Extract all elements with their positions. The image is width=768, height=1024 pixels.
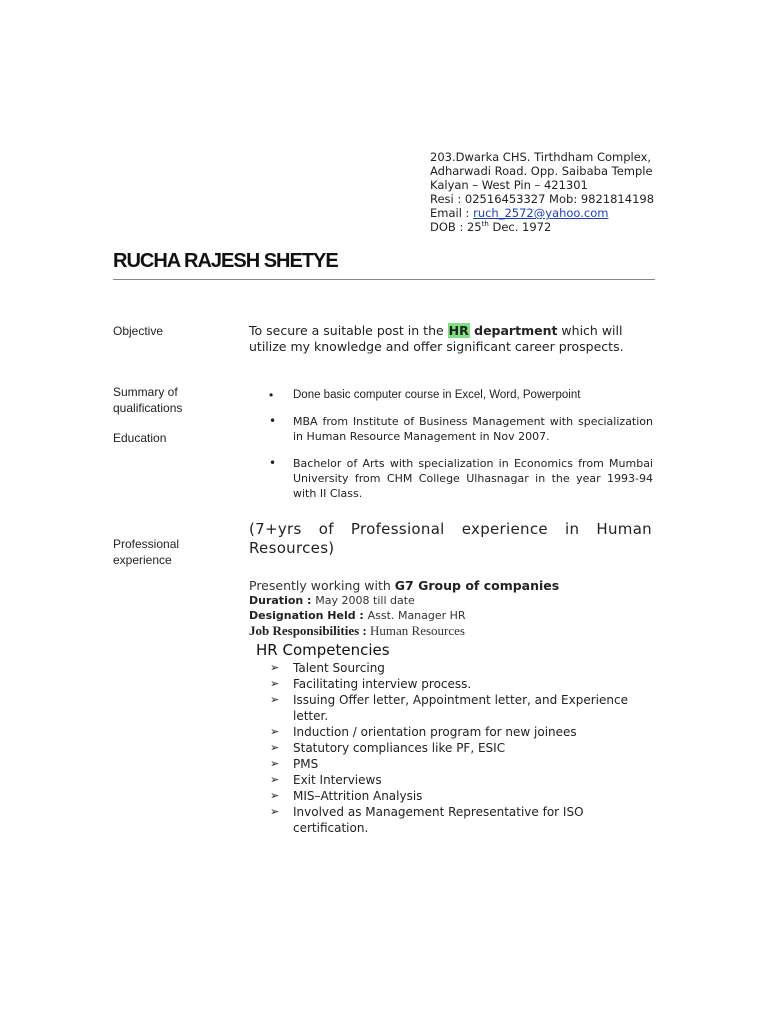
competency-text: Involved as Management Representative for ISO certification. [293, 805, 584, 835]
responsibilities-line [249, 623, 659, 639]
email-line [430, 206, 654, 220]
designation-value: Asst. Manager HR [367, 609, 466, 622]
dob-suffix: th [481, 220, 489, 229]
list-item [249, 388, 653, 403]
competency-text: MIS–Attrition Analysis [293, 789, 423, 803]
company-name: G7 Group of companies [394, 578, 560, 593]
contact-block [430, 150, 654, 234]
professional-label [113, 536, 233, 568]
arrow-bullet-icon: ➢ [270, 741, 280, 754]
competency-text: Exit Interviews [293, 773, 382, 787]
list-item [249, 756, 659, 772]
dob-rest: Dec. 1972 [488, 220, 552, 234]
objective-post: which will utilize my knowledge and offer significant career prospects. [249, 323, 624, 354]
address-line-3: Kalyan – West Pin – 421301 [430, 178, 588, 192]
objective-bold: department [469, 323, 558, 338]
present-pre: Presently working with [249, 578, 395, 593]
list-item [249, 788, 659, 804]
objective-pre: To secure a suitable post in the [249, 323, 448, 338]
competency-text: Induction / orientation program for new joinees [293, 725, 577, 739]
bullet-icon: • [269, 414, 277, 428]
work-details [249, 578, 659, 639]
designation-line [249, 608, 659, 623]
candidate-name: RUCHA RAJESH SHETYE [113, 250, 338, 272]
objective-highlight: HR [448, 323, 469, 338]
list-item [249, 456, 653, 501]
competency-text: Talent Sourcing [293, 661, 385, 675]
professional-label-line-2: experience [113, 553, 172, 567]
list-item [249, 740, 659, 756]
arrow-bullet-icon: ➢ [270, 693, 280, 706]
arrow-bullet-icon: ➢ [270, 773, 280, 786]
arrow-bullet-icon: ➢ [270, 757, 280, 770]
responsibilities-value: Human Resources [370, 623, 465, 638]
address-line-2: Adharwadi Road. Opp. Saibaba Temple [430, 164, 653, 178]
list-item [249, 414, 653, 444]
duration-value: May 2008 till date [315, 594, 415, 607]
objective-label: Objective [113, 324, 164, 338]
arrow-bullet-icon: ➢ [270, 661, 280, 674]
competency-text: Facilitating interview process. [293, 677, 472, 691]
qualification-text: Bachelor of Arts with specialization in Economics from Mumbai University from CHM College Ulhasnagar in the year 1993-94 with II Class. [293, 457, 653, 500]
professional-label-line-1: Professional [113, 537, 180, 551]
arrow-bullet-icon: ➢ [270, 677, 280, 690]
competency-text: PMS [293, 757, 319, 771]
email-link[interactable]: ruch_2572@yahoo.com [473, 206, 609, 220]
list-item [249, 676, 659, 692]
arrow-bullet-icon: ➢ [270, 805, 280, 818]
list-item [249, 660, 659, 676]
designation-label: Designation Held : [249, 609, 368, 622]
competencies-title: HR Competencies [256, 641, 390, 659]
summary-label-line-1: Summary of [113, 385, 178, 399]
present-employer [249, 578, 659, 593]
dob-line [430, 220, 654, 234]
competencies-list [249, 660, 659, 836]
experience-heading: (7+yrs of Professional experience in Human Resources) [249, 520, 652, 557]
arrow-bullet-icon: ➢ [270, 725, 280, 738]
list-item [249, 804, 659, 836]
header-divider [113, 279, 655, 280]
qualification-text: Done basic computer course in Excel, Word, Powerpoint [293, 389, 581, 401]
bullet-icon: • [269, 388, 274, 402]
qualification-text: MBA from Institute of Business Management with specialization in Human Resource Management in Nov 2007. [293, 415, 653, 443]
list-item [249, 772, 659, 788]
list-item [249, 724, 659, 740]
responsibilities-label: Job Responsibilities : [249, 623, 370, 638]
qualifications-list [249, 388, 653, 501]
duration-label: Duration : [249, 594, 316, 607]
duration-line [249, 593, 659, 608]
list-item [249, 692, 659, 724]
address-line-1: 203.Dwarka CHS. Tirthdham Complex, [430, 150, 652, 164]
objective-text [249, 323, 655, 355]
competency-text: Issuing Offer letter, Appointment letter, and Experience letter. [293, 693, 628, 723]
education-label: Education [113, 431, 167, 445]
dob-label: DOB : 25 [430, 220, 482, 234]
bullet-icon: • [269, 456, 277, 470]
email-label: Email : [430, 206, 474, 220]
competency-text: Statutory compliances like PF, ESIC [293, 741, 506, 755]
summary-label [113, 384, 233, 416]
arrow-bullet-icon: ➢ [270, 789, 280, 802]
summary-label-line-2: qualifications [113, 401, 183, 415]
phone-line: Resi : 02516453327 Mob: 9821814198 [430, 192, 655, 206]
